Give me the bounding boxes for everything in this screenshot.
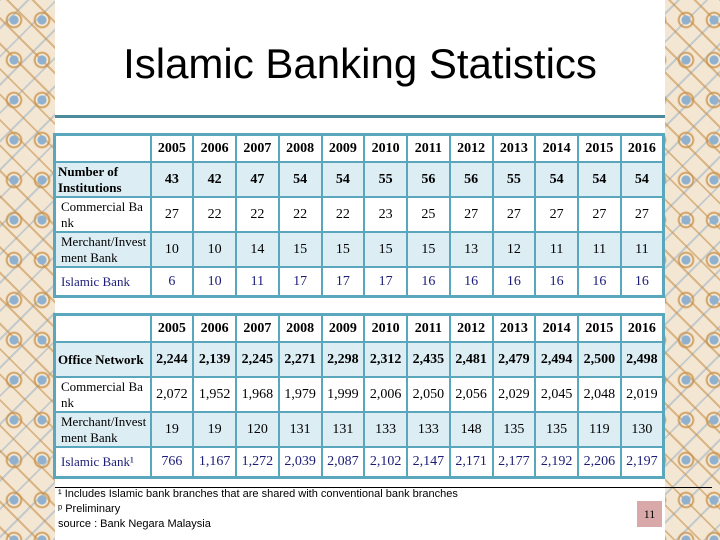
value-cell: 1,968: [236, 377, 279, 412]
year-header: 2013: [493, 135, 536, 163]
year-header: 2015: [578, 315, 621, 343]
footnote-shared-branches: ¹ Includes Islamic bank branches that are shared with conventional bank branches: [58, 488, 458, 500]
value-cell: 1,952: [193, 377, 236, 412]
value-cell: 1,272: [236, 447, 279, 478]
office-row: [55, 342, 664, 377]
value-cell: 54: [578, 162, 621, 197]
value-cell: 15: [322, 232, 365, 267]
value-cell: 10: [151, 232, 194, 267]
value-cell: 55: [364, 162, 407, 197]
value-cell: 17: [279, 267, 322, 297]
value-cell: 16: [535, 267, 578, 297]
value-cell: 10: [193, 267, 236, 297]
value-cell: 2,500: [578, 342, 621, 377]
year-header: 2010: [364, 315, 407, 343]
year-header: 2006: [193, 315, 236, 343]
year-header: 2005: [151, 315, 194, 343]
value-cell: 56: [450, 162, 493, 197]
value-cell: 131: [322, 412, 365, 447]
value-cell: 16: [621, 267, 664, 297]
value-cell: 11: [578, 232, 621, 267]
value-cell: 2,481: [450, 342, 493, 377]
year-header: 2016: [621, 315, 664, 343]
year-header: 2011: [407, 315, 450, 343]
value-cell: 135: [493, 412, 536, 447]
value-cell: 2,171: [450, 447, 493, 478]
value-cell: 27: [493, 197, 536, 232]
year-header: 2012: [450, 315, 493, 343]
value-cell: 2,029: [493, 377, 536, 412]
value-cell: 16: [407, 267, 450, 297]
value-cell: 133: [364, 412, 407, 447]
institutions-row: [55, 232, 664, 267]
value-cell: 17: [364, 267, 407, 297]
year-header: 2008: [279, 135, 322, 163]
row-label: Merchant/Investment Bank: [55, 412, 151, 447]
value-cell: 2,045: [535, 377, 578, 412]
year-header: 2011: [407, 135, 450, 163]
institutions-row: [55, 162, 664, 197]
value-cell: 2,072: [151, 377, 194, 412]
value-cell: 27: [151, 197, 194, 232]
row-label: Commercial Bank: [55, 377, 151, 412]
institutions-row: [55, 267, 664, 297]
year-header: 2009: [322, 135, 365, 163]
value-cell: 2,271: [279, 342, 322, 377]
value-cell: 55: [493, 162, 536, 197]
value-cell: 2,206: [578, 447, 621, 478]
value-cell: 22: [322, 197, 365, 232]
year-header: 2014: [535, 315, 578, 343]
value-cell: 2,298: [322, 342, 365, 377]
value-cell: 2,139: [193, 342, 236, 377]
value-cell: 12: [493, 232, 536, 267]
year-header: 2008: [279, 315, 322, 343]
value-cell: 23: [364, 197, 407, 232]
office-row: [55, 377, 664, 412]
header-blank: [55, 135, 151, 163]
year-header: 2005: [151, 135, 194, 163]
value-cell: 2,048: [578, 377, 621, 412]
value-cell: 27: [621, 197, 664, 232]
year-header: 2006: [193, 135, 236, 163]
value-cell: 1,979: [279, 377, 322, 412]
row-label: Office Network: [55, 342, 151, 377]
header-row: [55, 315, 664, 343]
value-cell: 15: [407, 232, 450, 267]
row-label: Islamic Bank: [55, 267, 151, 297]
value-cell: 148: [450, 412, 493, 447]
value-cell: 2,479: [493, 342, 536, 377]
value-cell: 22: [279, 197, 322, 232]
value-cell: 56: [407, 162, 450, 197]
value-cell: 42: [193, 162, 236, 197]
office-network-table: [53, 313, 665, 479]
value-cell: 2,245: [236, 342, 279, 377]
year-header: 2015: [578, 135, 621, 163]
value-cell: 15: [279, 232, 322, 267]
year-header: 2013: [493, 315, 536, 343]
value-cell: 54: [279, 162, 322, 197]
value-cell: 2,192: [535, 447, 578, 478]
year-header: 2016: [621, 135, 664, 163]
year-header: 2014: [535, 135, 578, 163]
value-cell: 14: [236, 232, 279, 267]
value-cell: 2,435: [407, 342, 450, 377]
value-cell: 27: [578, 197, 621, 232]
value-cell: 22: [236, 197, 279, 232]
value-cell: 2,102: [364, 447, 407, 478]
value-cell: 19: [193, 412, 236, 447]
value-cell: 15: [364, 232, 407, 267]
year-header: 2007: [236, 315, 279, 343]
value-cell: 131: [279, 412, 322, 447]
value-cell: 2,312: [364, 342, 407, 377]
value-cell: 54: [621, 162, 664, 197]
value-cell: 13: [450, 232, 493, 267]
page-number: 11: [637, 501, 662, 527]
value-cell: 10: [193, 232, 236, 267]
value-cell: 119: [578, 412, 621, 447]
value-cell: 130: [621, 412, 664, 447]
value-cell: 11: [236, 267, 279, 297]
row-label: Islamic Bank¹: [55, 447, 151, 478]
value-cell: 135: [535, 412, 578, 447]
office-row: [55, 447, 664, 478]
value-cell: 2,197: [621, 447, 664, 478]
value-cell: 2,019: [621, 377, 664, 412]
header-row: [55, 135, 664, 163]
slide-title: Islamic Banking Statistics: [123, 40, 597, 87]
title-divider: [55, 115, 665, 118]
value-cell: 6: [151, 267, 194, 297]
value-cell: 11: [621, 232, 664, 267]
office-row: [55, 412, 664, 447]
value-cell: 120: [236, 412, 279, 447]
row-label: Merchant/Investment Bank: [55, 232, 151, 267]
value-cell: 27: [450, 197, 493, 232]
value-cell: 22: [193, 197, 236, 232]
year-header: 2007: [236, 135, 279, 163]
value-cell: 133: [407, 412, 450, 447]
value-cell: 2,177: [493, 447, 536, 478]
value-cell: 54: [322, 162, 365, 197]
value-cell: 27: [535, 197, 578, 232]
value-cell: 25: [407, 197, 450, 232]
value-cell: 2,244: [151, 342, 194, 377]
year-header: 2012: [450, 135, 493, 163]
institutions-row: [55, 197, 664, 232]
year-header: 2010: [364, 135, 407, 163]
value-cell: 2,006: [364, 377, 407, 412]
header-blank: [55, 315, 151, 343]
value-cell: 2,147: [407, 447, 450, 478]
value-cell: 17: [322, 267, 365, 297]
year-header: 2009: [322, 315, 365, 343]
value-cell: 1,999: [322, 377, 365, 412]
value-cell: 2,494: [535, 342, 578, 377]
footnote-source: source : Bank Negara Malaysia: [58, 518, 211, 530]
value-cell: 2,087: [322, 447, 365, 478]
row-label: Number of Institutions: [55, 162, 151, 197]
value-cell: 16: [578, 267, 621, 297]
value-cell: 16: [493, 267, 536, 297]
value-cell: 19: [151, 412, 194, 447]
value-cell: 2,056: [450, 377, 493, 412]
row-label: Commercial Bank: [55, 197, 151, 232]
value-cell: 47: [236, 162, 279, 197]
value-cell: 11: [535, 232, 578, 267]
value-cell: 43: [151, 162, 194, 197]
value-cell: 2,039: [279, 447, 322, 478]
value-cell: 766: [151, 447, 194, 478]
footnote-preliminary: ᵖ Preliminary: [58, 503, 121, 515]
institutions-table: [53, 133, 665, 298]
value-cell: 1,167: [193, 447, 236, 478]
value-cell: 2,498: [621, 342, 664, 377]
value-cell: 2,050: [407, 377, 450, 412]
value-cell: 16: [450, 267, 493, 297]
value-cell: 54: [535, 162, 578, 197]
